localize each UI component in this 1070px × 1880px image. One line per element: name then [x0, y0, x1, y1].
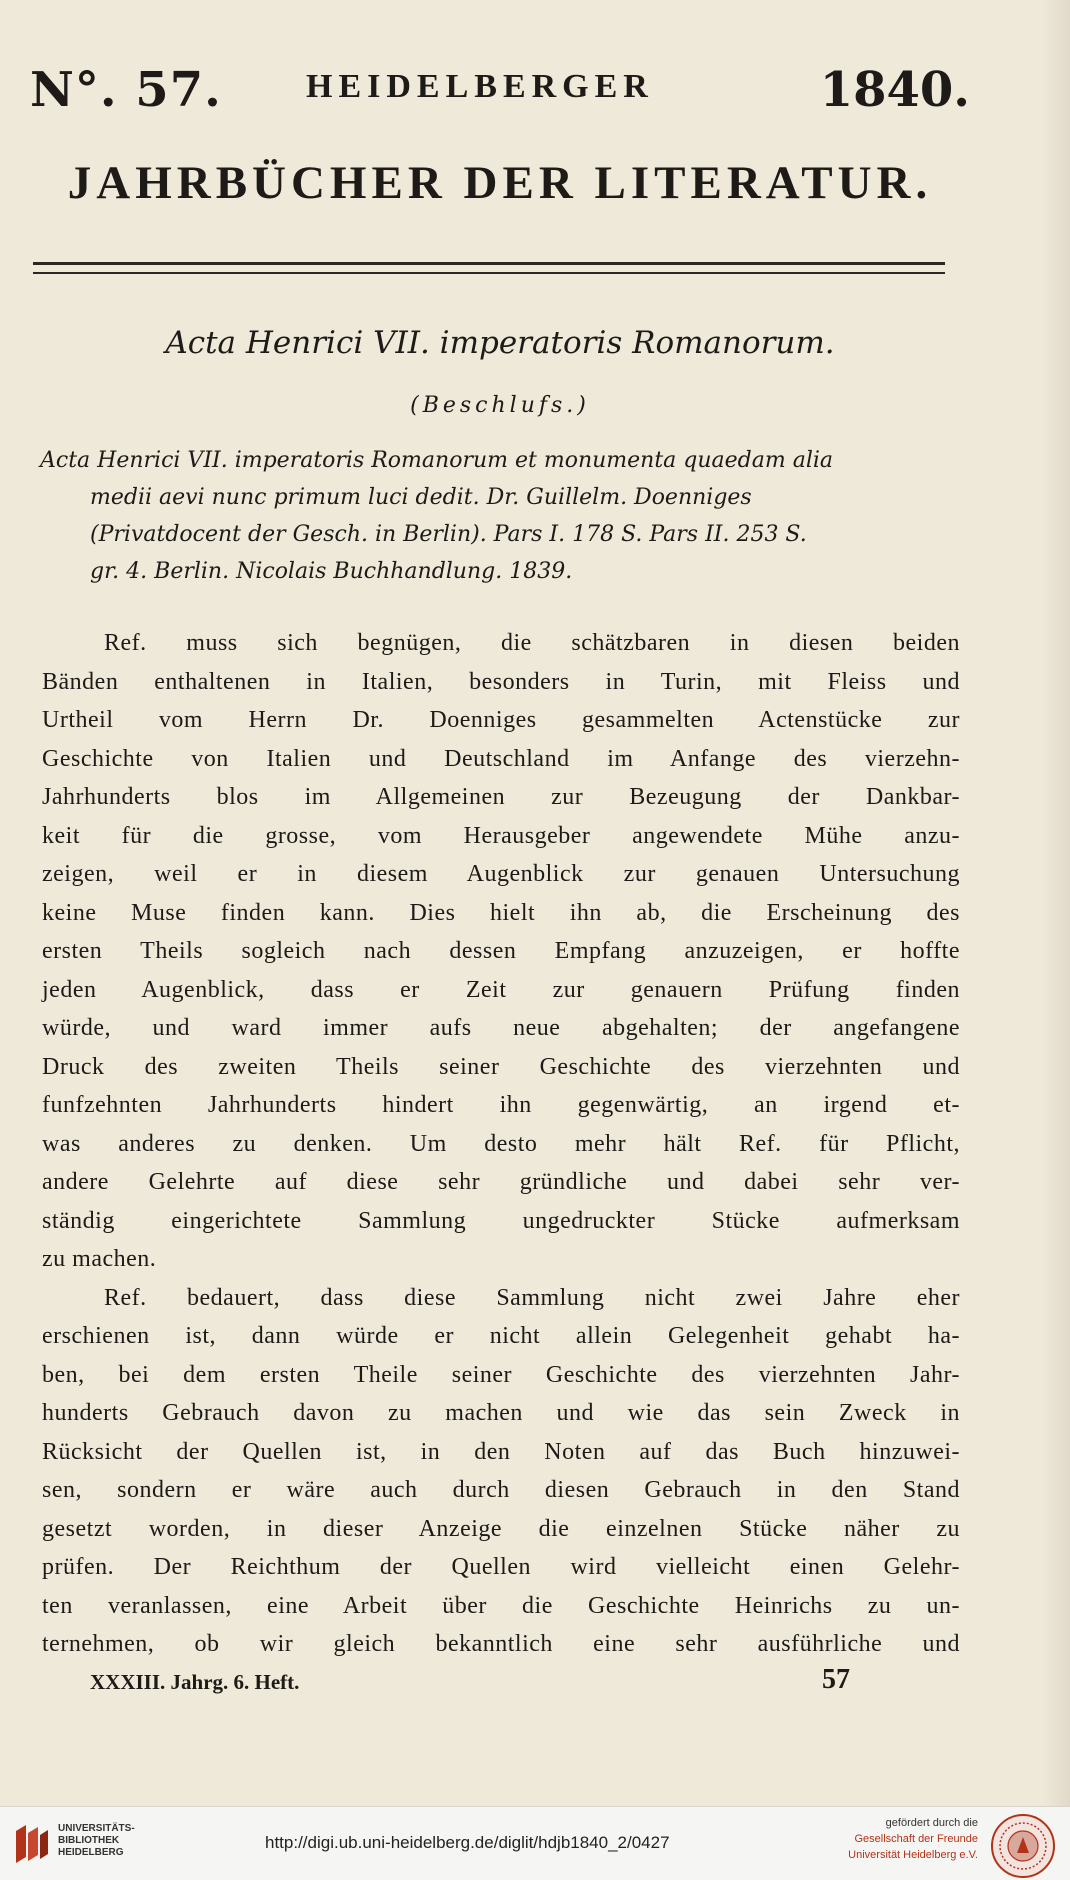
- body-line: zeigen, weil er in diesem Augenblick zur genauen Untersuchung: [42, 861, 960, 887]
- body-line: prüfen. Der Reichthum der Quellen wird vielleicht einen Gelehr-: [42, 1554, 960, 1580]
- body-line: jeden Augenblick, dass er Zeit zur genauern Prüfung finden: [42, 976, 960, 1003]
- library-name-line: HEIDELBERG: [58, 1847, 124, 1858]
- body-line: Geschichte von Italien und Deutschland im Anfange des vierzehn-: [42, 745, 960, 772]
- funding-note: [848, 1815, 978, 1863]
- bib-line: (Privatdocent der Gesch. in Berlin). Pars I. 178 S. Pars II. 253 S.: [90, 522, 807, 547]
- header-rule: [33, 262, 945, 265]
- permalink-url[interactable]: http://digi.ub.uni-heidelberg.de/diglit/hdjb1840_2/0427: [265, 1833, 670, 1852]
- issue-year: 1840.: [819, 62, 970, 118]
- library-name: [58, 1823, 135, 1859]
- body-line: Jahrhunderts blos im Allgemeinen zur Bezeugung der Dankbar-: [42, 784, 960, 810]
- funding-org-line: Universität Heidelberg e.V.: [848, 1849, 978, 1861]
- funding-label: gefördert durch die: [885, 1817, 978, 1829]
- header-rule-thin: [33, 272, 945, 274]
- body-line: Bänden enthaltenen in Italien, besonders in Turin, mit Fleiss und: [42, 668, 960, 695]
- library-logo-icon: [12, 1821, 50, 1867]
- bibliographic-entry: [40, 442, 955, 590]
- bib-line: medii aevi nunc primum luci dedit. Dr. Guillelm. Doenniges: [90, 485, 752, 510]
- body-line: ständig eingerichtete Sammlung ungedruckter Stücke aufmerksam: [42, 1207, 960, 1234]
- library-name-line: UNIVERSITÄTS-: [58, 1823, 135, 1834]
- signature-mark: XXXIII. Jahrg. 6. Heft.: [90, 1670, 300, 1694]
- article-subtitle: (Beschlufs.): [410, 393, 590, 418]
- funding-org-line: Gesellschaft der Freunde: [854, 1833, 978, 1845]
- body-line: funfzehnten Jahrhunderts hindert ihn gegenwärtig, an irgend et-: [42, 1092, 960, 1118]
- body-line: ben, bei dem ersten Theile seiner Geschichte des vierzehnten Jahr-: [42, 1361, 960, 1388]
- page-footer: [90, 1664, 850, 1704]
- body-line: keine Muse finden kann. Dies hielt ihn ab, die Erscheinung des: [42, 899, 960, 926]
- newspaper-name: HEIDELBERGER: [306, 68, 654, 105]
- body-line: Urtheil vom Herrn Dr. Doenniges gesammelten Actenstücke zur: [42, 707, 960, 733]
- body-line: Ref. bedauert, dass diese Sammlung nicht zwei Jahre eher: [104, 1284, 960, 1311]
- body-line: würde, und ward immer aufs neue abgehalten; der angefangene: [42, 1015, 960, 1041]
- body-line: sen, sondern er wäre auch durch diesen Gebrauch in den Stand: [42, 1477, 960, 1503]
- article-title: Acta Henrici VII. imperatoris Romanorum.: [165, 325, 835, 361]
- body-line: andere Gelehrte auf diese sehr gründliche und dabei sehr ver-: [42, 1169, 960, 1195]
- journal-title: JAHRBÜCHER DER LITERATUR.: [67, 157, 933, 209]
- issue-number: N°. 57.: [30, 62, 222, 118]
- page-number: 57: [822, 1664, 850, 1695]
- body-line: was anderes zu denken. Um desto mehr hält Ref. für Pflicht,: [42, 1130, 960, 1157]
- body-line: ersten Theils sogleich nach dessen Empfang anzuzeigen, er hoffte: [42, 938, 960, 964]
- body-line: hunderts Gebrauch davon zu machen und wie das sein Zweck in: [42, 1400, 960, 1426]
- body-line: gesetzt worden, in dieser Anzeige die einzelnen Stücke näher zu: [42, 1515, 960, 1542]
- library-name-line: BIBLIOTHEK: [58, 1835, 120, 1846]
- body-line: ternehmen, ob wir gleich bekanntlich eine sehr ausführliche und: [42, 1631, 960, 1657]
- body-line: Rücksicht der Quellen ist, in den Noten auf das Buch hinzuwei-: [42, 1438, 960, 1465]
- body-line: zu machen.: [42, 1246, 157, 1272]
- body-line: keit für die grosse, vom Herausgeber angewendete Mühe anzu-: [42, 822, 960, 849]
- university-seal-icon: [990, 1813, 1056, 1879]
- bib-line: Acta Henrici VII. imperatoris Romanorum et monumenta quaedam alia: [40, 448, 834, 473]
- bib-line: gr. 4. Berlin. Nicolais Buchhandlung. 1839.: [90, 559, 573, 584]
- body-line: Druck des zweiten Theils seiner Geschichte des vierzehnten und: [42, 1053, 960, 1080]
- article-body: [42, 624, 960, 1664]
- body-line: erschienen ist, dann würde er nicht allein Gelegenheit gehabt ha-: [42, 1323, 960, 1349]
- page-edge-shadow: [1042, 0, 1070, 1806]
- digitization-banner: [0, 1806, 1070, 1880]
- masthead: [30, 62, 970, 132]
- body-line: ten veranlassen, eine Arbeit über die Geschichte Heinrichs zu un-: [42, 1592, 960, 1619]
- body-line: Ref. muss sich begnügen, die schätzbaren in diesen beiden: [104, 630, 960, 656]
